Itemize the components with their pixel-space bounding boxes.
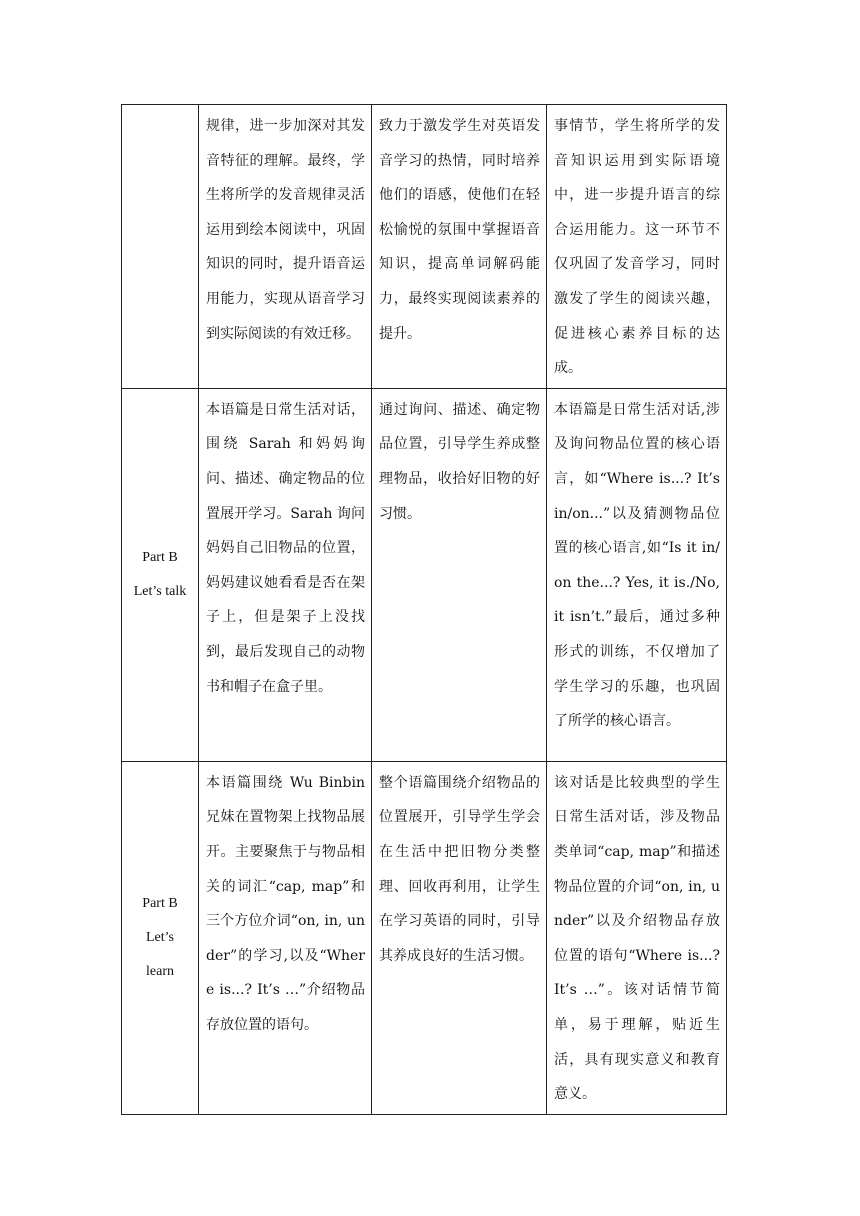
table-row xyxy=(122,761,727,1114)
analysis-cell: 该对话是比较典型的学生日常生活对话，涉及物品类单词“cap, map”和描述物品位置的介词“on, in, under”以及介绍物品存放位置的语句“Where is...? It’s …”。该对话情节简单，易于理解，贴近生活，具有现实意义和教育意义。 xyxy=(547,761,727,1114)
section-label-line-2: learn xyxy=(146,963,174,979)
analysis-cell: 事情节，学生将所学的发音知识运用到实际语境中，进一步提升语言的综合运用能力。这一环节不仅巩固了发音学习，同时激发了学生的阅读兴趣，促进核心素养目标的达成。 xyxy=(547,105,727,389)
content-cell: 本语篇是日常生活对话，围绕 Sarah 和妈妈询问、描述、确定物品的位置展开学习。Sarah 询问妈妈自己旧物品的位置，妈妈建议她看看是否在架子上，但是架子上没找到，最后发现自己的动物书和帽子在盒子里。 xyxy=(199,388,372,761)
part-label: Part B xyxy=(142,549,178,565)
content-cell: 规律，进一步加深对其发音特征的理解。最终，学生将所学的发音规律灵活运用到绘本阅读中，巩固知识的同时，提升语音运用能力，实现从语音学习到实际阅读的有效迁移。 xyxy=(199,105,372,389)
part-cell xyxy=(122,761,199,1114)
lesson-analysis-table xyxy=(121,104,727,1115)
analysis-cell: 本语篇是日常生活对话,涉及询问物品位置的核心语言，如“Where is...? It’s in/on...”以及猜测物品位置的核心语言,如“Is it in/on the...? Yes, it is./No, it isn’t.”最后，通过多种形式的训练，不仅增加了学生学习的乐趣，也巩固了所学的核心语言。 xyxy=(547,388,727,761)
table-row xyxy=(122,388,727,761)
goal-cell: 致力于激发学生对英语发音学习的热情，同时培养他们的语感，使他们在轻松愉悦的氛围中掌握语音知识，提高单词解码能力，最终实现阅读素养的提升。 xyxy=(372,105,547,389)
part-cell xyxy=(122,105,199,389)
goal-cell: 整个语篇围绕介绍物品的位置展开，引导学生学会在生活中把旧物分类整理、回收再利用，让学生在学习英语的同时，引导其养成良好的生活习惯。 xyxy=(372,761,547,1114)
table-row xyxy=(122,105,727,389)
goal-cell: 通过询问、描述、确定物品位置，引导学生养成整理物品，收拾好旧物的好习惯。 xyxy=(372,388,547,761)
part-label: Part B xyxy=(142,895,178,911)
section-label: Let’s talk xyxy=(133,583,187,599)
section-label-line-1: Let’s xyxy=(146,929,174,945)
part-cell xyxy=(122,388,199,761)
content-cell: 本语篇围绕 Wu Binbin 兄妹在置物架上找物品展开。主要聚焦于与物品相关的词汇“cap, map”和三个方位介词“on, in, under”的学习,以及“Where is...? It’s …”介绍物品存放位置的语句。 xyxy=(199,761,372,1114)
